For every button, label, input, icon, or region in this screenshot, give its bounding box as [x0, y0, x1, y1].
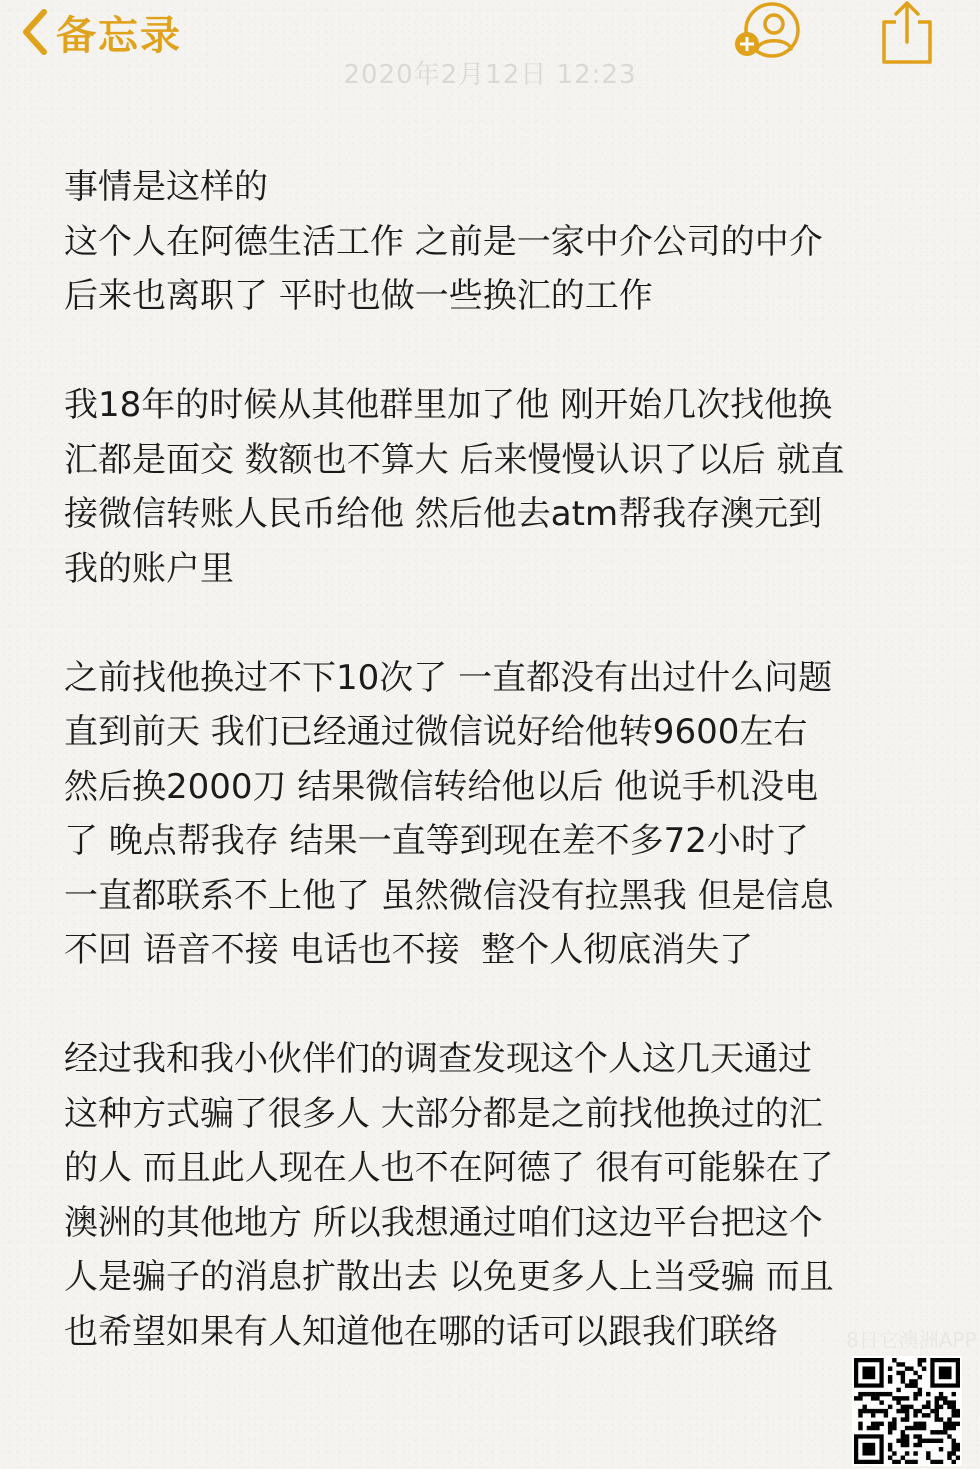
- note-line: 后来也离职了 平时也做一些换汇的工作: [64, 276, 653, 316]
- chevron-left-icon: [20, 6, 50, 58]
- note-line: 直到前天 我们已经通过微信说好给他转9600左右: [64, 712, 808, 752]
- note-line: 也希望如果有人知道他在哪的话可以跟我们联络: [64, 1311, 778, 1352]
- note-line: 接微信转账人民币给他 然后他去atm帮我存澳元到: [64, 494, 823, 534]
- note-line: 事情是这样的: [64, 167, 268, 207]
- note-date-stamp: 2020年2月12日 12:23: [343, 60, 637, 90]
- qr-code-icon: [852, 1356, 962, 1466]
- note-line: 我的账户里: [64, 548, 234, 589]
- note-line: 不回 语音不接 电话也不接 整个人彻底消失了: [64, 930, 754, 970]
- back-button[interactable]: [20, 6, 182, 58]
- note-blank-line: [64, 978, 924, 1033]
- note-body[interactable]: [64, 160, 924, 1359]
- note-line: 澳洲的其他地方 所以我想通过咱们这边平台把这个: [64, 1202, 823, 1243]
- note-line: 我18年的时候从其他群里加了他 刚开始几次找他换: [64, 385, 833, 425]
- note-blank-line: [64, 324, 924, 379]
- watermark-text: 8日它澳洲APP: [846, 1328, 977, 1352]
- note-line: 了 晚点帮我存 结果一直等到现在差不多72小时了: [64, 821, 809, 861]
- note-line: 这种方式骗了很多人 大部分都是之前找他换过的汇: [64, 1093, 823, 1134]
- add-person-button[interactable]: [730, 2, 806, 62]
- note-line: 人是骗子的消息扩散出去 以免更多人上当受骗 而且: [64, 1257, 834, 1297]
- note-line: 经过我和我小伙伴们的调查发现这个人这几天通过: [64, 1039, 812, 1079]
- note-line: 一直都联系不上他了 虽然微信没有拉黑我 但是信息: [64, 875, 834, 916]
- note-line: 然后换2000刀 结果微信转给他以后 他说手机没电: [64, 766, 819, 807]
- note-line: 汇都是面交 数额也不算大 后来慢慢认识了以后 就直: [64, 439, 845, 480]
- note-line: 这个人在阿德生活工作 之前是一家中介公司的中介: [64, 221, 823, 262]
- note-blank-line: [64, 596, 924, 651]
- note-line: 之前找他换过不下10次了 一直都没有出过什么问题: [64, 657, 833, 698]
- note-line: 的人 而且此人现在人也不在阿德了 很有可能躲在了: [64, 1148, 834, 1188]
- back-button-label: 备忘录: [56, 12, 182, 59]
